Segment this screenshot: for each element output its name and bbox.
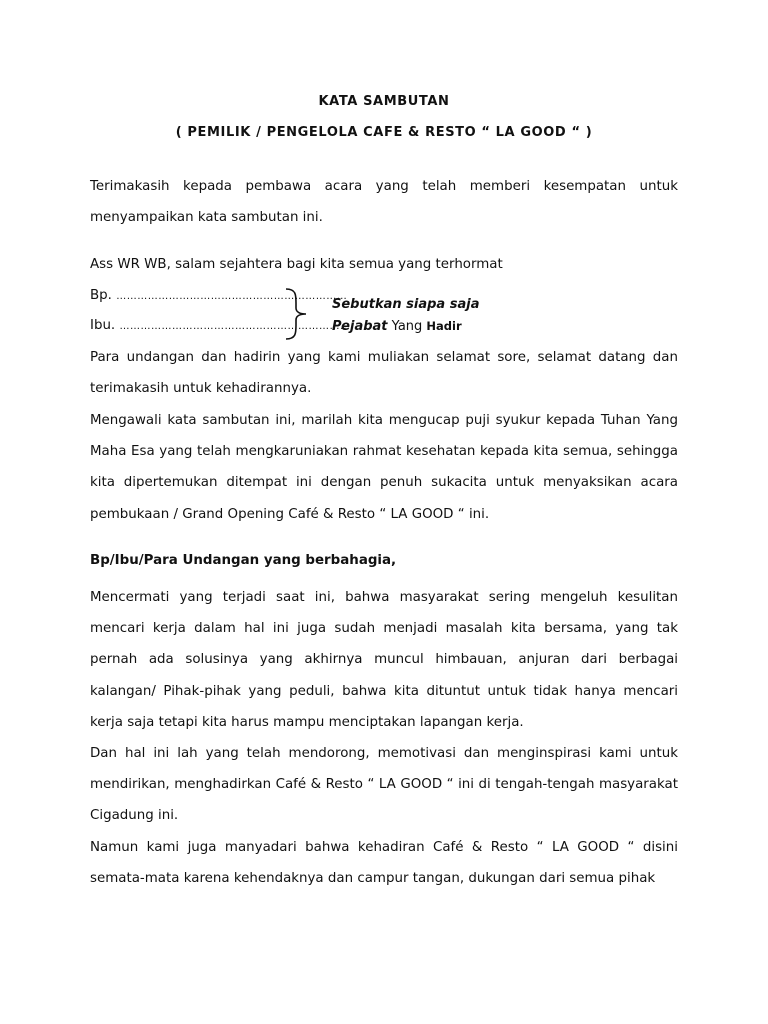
- paragraph-opening: Terimakasih kepada pembawa acara yang telah memberi kesempatan untuk menyampaikan kata sambutan ini.: [90, 179, 678, 226]
- doc-subtitle: ( PEMILIK / PENGELOLA CAFE & RESTO “ LA GOOD “ ): [175, 125, 593, 140]
- curly-brace-icon: [282, 287, 312, 341]
- greeting-line: Ass WR WB, salam sejahtera bagi kita semua yang terhormat: [90, 257, 503, 272]
- note-official: Pejabat: [332, 319, 388, 334]
- section-heading: Bp/Ibu/Para Undangan yang berbahagia,: [90, 553, 397, 568]
- note-line-2: [332, 319, 462, 334]
- ibu-label: Ibu.: [90, 318, 116, 333]
- paragraph-welcome: Para undangan dan hadirin yang kami muliakan selamat sore, selamat datang dan terimakasih untuk kehadirannya.: [90, 350, 678, 397]
- bp-label: Bp.: [90, 288, 112, 303]
- doc-title: KATA SAMBUTAN: [318, 94, 450, 109]
- paragraph-gratitude: Mengawali kata sambutan ini, marilah kita mengucap puji syukur kepada Tuhan Yang Maha Esa yang telah mengkaruniakan rahmat kesehatan kepada kita semua, sehingga kita dipertemukan ditempat ini dengan penuh sukacita untuk menyaksikan acara pembukaan / Grand Opening Café & Resto “ LA GOOD “ ini.: [90, 413, 678, 522]
- note-present: Hadir: [426, 319, 462, 333]
- ibu-dots: …………………………………………………………: [119, 321, 351, 332]
- note-who: Sebutkan siapa saja: [332, 297, 480, 312]
- note-yang: Yang: [387, 319, 427, 334]
- paragraph-observation: Mencermati yang terjadi saat ini, bahwa masyarakat sering mengeluh kesulitan mencari kerja dalam hal ini juga sudah menjadi masalah kita bersama, yang tak pernah ada solusinya yang akhirnya muncul himbauan, anjuran dari berbagai kalangan/ Pihak-pihak yang peduli, bahwa kita dituntut untuk tidak hanya mencari kerja saja tetapi kita harus mampu menciptakan lapangan kerja.: [90, 590, 678, 730]
- note-line-1: [332, 297, 479, 312]
- paragraph-motivation: Dan hal ini lah yang telah mendorong, memotivasi dan menginspirasi kami untuk mendirikan, menghadirkan Café & Resto “ LA GOOD “ ini di tengah-tengah masyarakat Cigadung ini.: [90, 746, 678, 824]
- paragraph-acknowledgement: Namun kami juga manyadari bahwa kehadiran Café & Resto “ LA GOOD “ disini semata-mata karena kehendaknya dan campur tangan, dukungan dari semua pihak: [90, 840, 678, 887]
- bp-dots: …………………………………………………………: [116, 291, 348, 302]
